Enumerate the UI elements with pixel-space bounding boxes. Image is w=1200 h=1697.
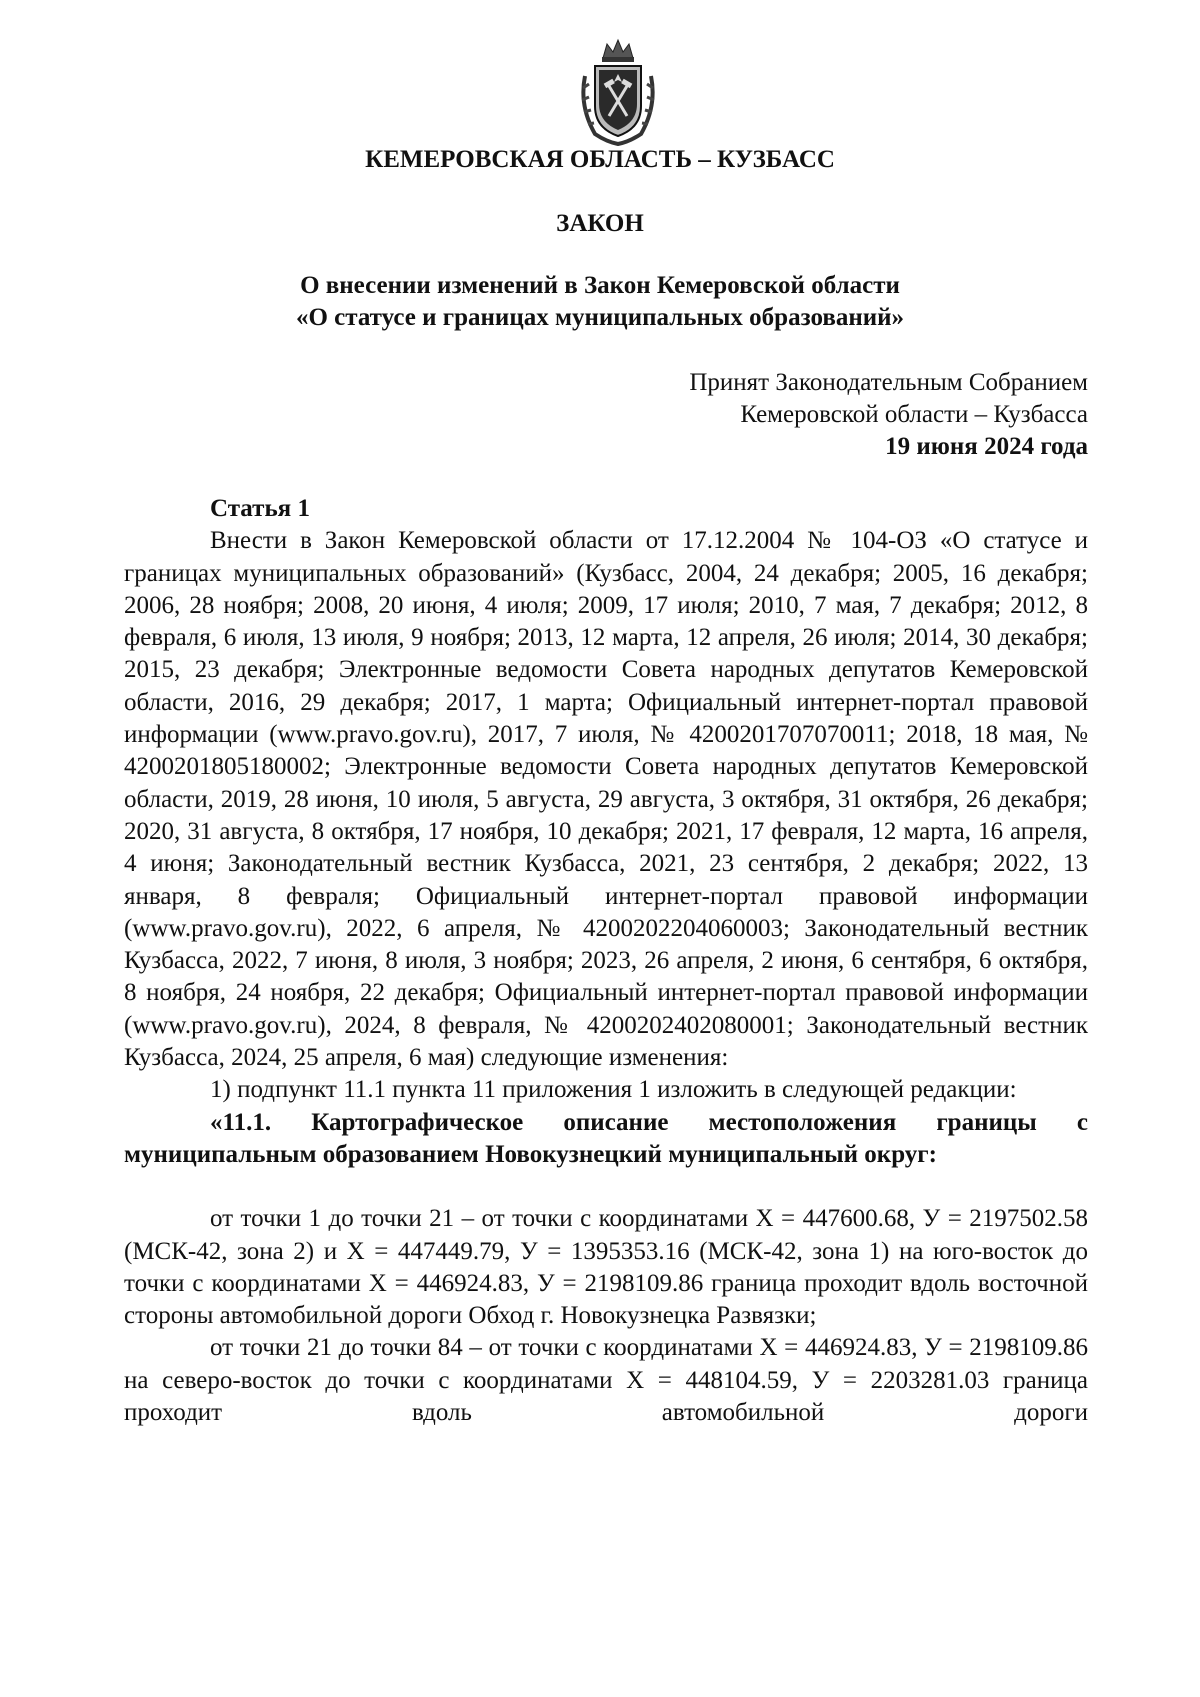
adoption-line2: Кемеровской области – Кузбасса: [740, 401, 1088, 428]
law-title-line2: «О статусе и границах муниципальных образований»: [295, 304, 905, 331]
adoption-line1: Принят Законодательным Собранием: [689, 369, 1088, 396]
adoption-block: [689, 367, 1088, 463]
amendment-subheading: «11.1. Картографическое описание местоположения границы с муниципальным образованием Новокузнецкий муниципальный округ:: [124, 1108, 1088, 1168]
article-intro-paragraph: Внести в Закон Кемеровской области от 17.12.2004 № 104-ОЗ «О статусе и границах муниципальных образований» (Кузбасс, 2004, 24 декабря; 2005, 16 декабря; 2006, 28 ноября; 2008, 20 июня, 4 июля; 2009, 17 июля; 2010, 7 мая, 7 декабря; 2012, 8 февраля, 6 июля, 13 июля, 9 ноября; 2013, 12 марта, 12 апреля, 26 июля; 2014, 30 декабря; 2015, 23 декабря; Электронные ведомости Совета народных депутатов Кемеровской области, 2016, 29 декабря; 2017, 1 марта; Официальный интернет-портал правовой информации (www.pravo.gov.ru), 2017, 7 июля, № 4200201707070011; 2018, 18 мая, № 4200201805180002; Электронные ведомости Совета народных депутатов Кемеровской области, 2019, 28 июня, 10 июля, 5 августа, 29 августа, 3 октября, 31 октября, 26 декабря; 2020, 31 августа, 8 октября, 17 ноября, 10 декабря; 2021, 17 февраля, 12 марта, 16 апреля, 4 июня; Законодательный вестник Кузбасса, 2021, 23 сентября, 2 декабря; 2022, 13 января, 8 февраля; Официальный интернет-портал правовой информации (www.pravo.gov.ru), 2022, 6 апреля, № 4200202204060003; Законодательный вестник Кузбасса, 2022, 7 июня, 8 июля, 3 ноября; 2023, 26 апреля, 2 июня, 6 сентября, 6 октября, 8 ноября, 24 ноября, 22 декабря; Официальный интернет-портал правовой информации (www.pravo.gov.ru), 2024, 8 февраля, № 4200202402080001; Законодательный вестник Кузбасса, 2024, 25 апреля, 6 мая) следующие изменения:: [124, 527, 1088, 1072]
boundary-paragraph-2: от точки 21 до точки 84 – от точки с координатами Х = 446924.83, У = 2198109.86 на северо-восток до точки с координатами Х = 448104.59, У = 2203281.03 граница проходит вдоль автомобильной дороги: [124, 1334, 1088, 1427]
law-title-line1: О внесении изменений в Закон Кемеровской области: [300, 272, 900, 299]
boundary-paragraph-1: от точки 1 до точки 21 – от точки с координатами Х = 447600.68, У = 2197502.58 (МСК-42, зона 2) и Х = 447449.79, У = 1395353.16 (МСК-42, зона 1) на юго-восток до точки с координатами Х = 446924.83, У = 2198109.86 граница проходит вдоль восточной стороны автомобильной дороги Обход г. Новокузнецка Развязки;: [124, 1205, 1088, 1330]
article-heading: Статья 1: [210, 495, 310, 522]
amendment-item-1: 1) подпункт 11.1 пункта 11 приложения 1 изложить в следующей редакции:: [210, 1076, 1017, 1104]
document-type: ЗАКОН: [556, 210, 644, 237]
document-body: [124, 493, 1088, 1429]
coat-of-arms-emblem: [573, 36, 663, 146]
region-heading: КЕМЕРОВСКАЯ ОБЛАСТЬ – КУЗБАСС: [365, 146, 835, 173]
adoption-date: 19 июня 2024 года: [885, 433, 1088, 460]
